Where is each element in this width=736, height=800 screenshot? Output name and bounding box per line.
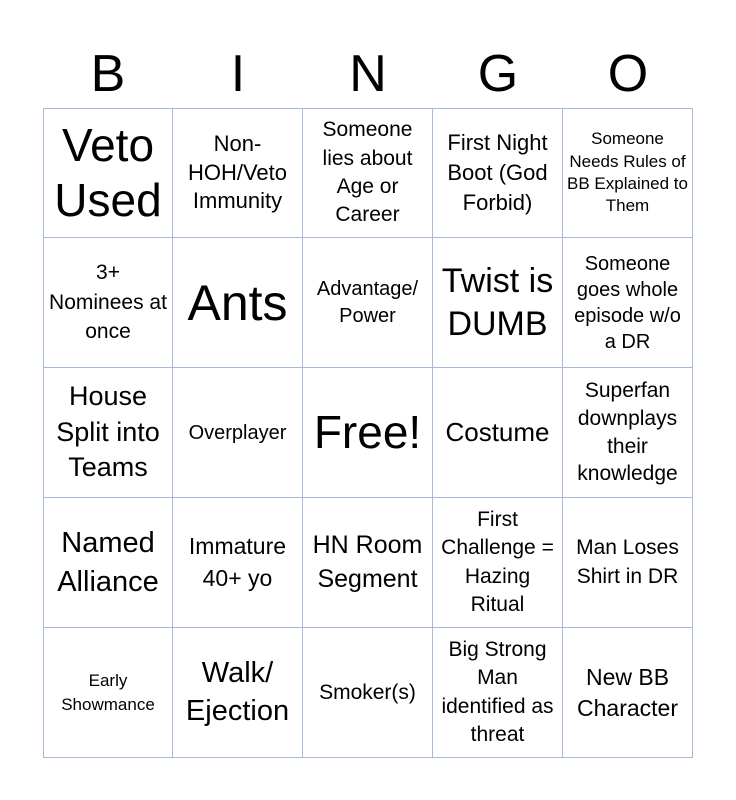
bingo-cell-text: Someone lies about Age or Career	[322, 118, 413, 227]
bingo-cell-text: Veto Used	[54, 118, 162, 226]
bingo-cell[interactable]	[173, 628, 303, 758]
bingo-cell[interactable]	[303, 238, 433, 368]
bingo-cell-text: Immature 40+ yo	[188, 533, 287, 591]
bingo-cell-text: Superfan downplays their knowledge	[577, 378, 678, 486]
bingo-cell-text: House Split into Teams	[56, 381, 160, 483]
bingo-cell[interactable]	[563, 368, 693, 498]
bingo-cell[interactable]	[173, 498, 303, 628]
bingo-cell-text: Overplayer	[188, 421, 287, 444]
bingo-cell-text: Non-HOH/Veto Immunity	[187, 131, 288, 214]
header-letter-g: G	[477, 45, 519, 103]
bingo-cell-text: First Challenge = Hazing Ritual	[441, 507, 554, 616]
bingo-cell-text: New BB Character	[577, 663, 678, 721]
bingo-cell[interactable]	[303, 368, 433, 498]
bingo-cell[interactable]	[43, 368, 173, 498]
bingo-cell[interactable]	[173, 108, 303, 238]
bingo-cell-text: Smoker(s)	[319, 680, 416, 704]
bingo-cell[interactable]	[433, 238, 563, 368]
bingo-cell[interactable]	[303, 108, 433, 238]
bingo-cell-text: Advantage/ Power	[316, 277, 419, 327]
bingo-cell-text: Someone Needs Rules of BB Explained to Them	[567, 129, 688, 216]
bingo-card-grid	[43, 108, 693, 758]
bingo-cell-text: Walk/ Ejection	[185, 656, 290, 727]
bingo-cell[interactable]	[563, 628, 693, 758]
bingo-cell[interactable]	[433, 498, 563, 628]
bingo-cell-text: Named Alliance	[57, 527, 159, 598]
bingo-cell-text: Man Loses Shirt in DR	[576, 536, 679, 588]
bingo-header	[43, 40, 693, 108]
bingo-cell[interactable]	[433, 108, 563, 238]
bingo-cell[interactable]	[43, 498, 173, 628]
bingo-cell[interactable]	[563, 498, 693, 628]
bingo-cell[interactable]	[433, 628, 563, 758]
bingo-cell-text: Costume	[445, 416, 550, 447]
bingo-cell-text: Twist is DUMB	[441, 262, 554, 343]
header-letter-o: O	[607, 45, 649, 103]
bingo-cell[interactable]	[173, 368, 303, 498]
bingo-cell[interactable]	[43, 628, 173, 758]
header-letter-b: B	[90, 45, 126, 103]
bingo-cell-text: HN Room Segment	[312, 530, 423, 593]
bingo-cell-text: 3+ Nominees at once	[49, 261, 167, 344]
header-letter-n: N	[349, 45, 387, 103]
bingo-cell-text: Early Showmance	[61, 670, 155, 714]
bingo-cell-text: First Night Boot (God Forbid)	[447, 130, 548, 215]
bingo-cell[interactable]	[303, 628, 433, 758]
bingo-cell-text: Someone goes whole episode w/o a DR	[574, 252, 681, 353]
header-letter-i: I	[230, 45, 246, 103]
bingo-cell[interactable]	[433, 368, 563, 498]
bingo-cell[interactable]	[173, 238, 303, 368]
bingo-cell-text: Big Strong Man identified as threat	[441, 637, 554, 746]
bingo-cell[interactable]	[563, 108, 693, 238]
bingo-cell[interactable]	[303, 498, 433, 628]
bingo-cell[interactable]	[43, 238, 173, 368]
bingo-cell[interactable]	[43, 108, 173, 238]
bingo-cell-text: Free!	[313, 405, 422, 458]
bingo-cell[interactable]	[563, 238, 693, 368]
bingo-cell-text: Ants	[187, 274, 288, 331]
